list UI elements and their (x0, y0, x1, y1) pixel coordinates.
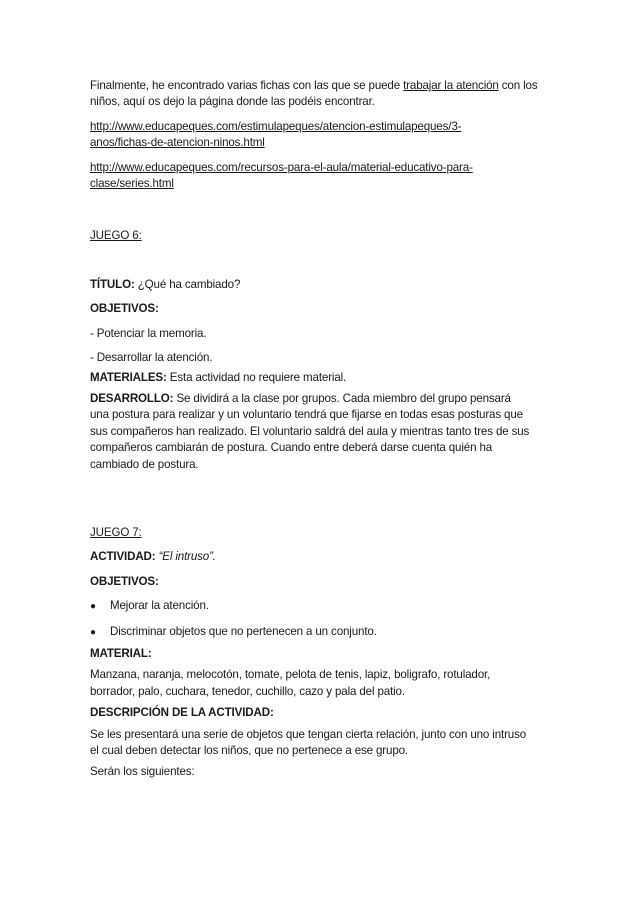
juego7-material-value: Manzana, naranja, melocotón, tomate, pelota de tenis, lapiz, boligrafo, rotulador, borrador, palo, cuchara, tenedor, cuchillo, cazo y pala del patio. (90, 668, 491, 698)
juego6-heading: JUEGO 6: (90, 229, 142, 243)
juego7-material-label: MATERIAL: (90, 646, 152, 660)
intro-link[interactable]: trabajar la atención (403, 79, 499, 92)
bullet-icon: ● (90, 601, 96, 613)
juego7-objetivos-label: OBJETIVOS: (90, 574, 159, 588)
intro-paragraph (90, 78, 545, 111)
intro-text-before: Finalmente, he encontrado varias fichas con las que se puede (90, 79, 404, 92)
link-fichas-atencion[interactable]: http://www.educapeques.com/estimulapeques/atencion-estimulapeques/3-anos/fichas-de-atencion-ninos.html (90, 119, 462, 150)
juego6-titulo (90, 277, 555, 293)
juego6-objetivos-label: OBJETIVOS: (90, 302, 159, 316)
juego7-actividad (90, 549, 555, 565)
juego6-materiales (90, 370, 555, 386)
juego7-objetivo-item: Discriminar objetos que no pertenecen a un conjunto. (110, 624, 377, 638)
desarrollo-label: DESARROLLO: (90, 391, 174, 405)
juego7-heading: JUEGO 7: (90, 525, 142, 539)
juego6-objetivo-item: - Potenciar la memoria. (90, 326, 207, 340)
intro-text-after: con los niños, aquí os dejo la página donde las podéis encontrar. (90, 79, 538, 109)
actividad-label: ACTIVIDAD: (90, 550, 156, 564)
bullet-icon: ● (90, 626, 96, 638)
juego7-objetivo-item: Mejorar la atención. (110, 599, 209, 613)
juego6-desarrollo (90, 391, 530, 473)
juego7-descripcion-label: DESCRIPCIÓN DE LA ACTIVIDAD: (90, 706, 274, 720)
list-item (90, 624, 555, 641)
desarrollo-value: Se dividirá a la clase por grupos. Cada miembro del grupo pensará una postura para realizar y un voluntario tendrá que fijarse en todas esas posturas que sus compañeros han realizado. El voluntario saldrá del aula y mientras tanto tres de sus compañeros cambiarán de postura. Cuando entre deberá darse cuenta quién ha cambiado de postura. (90, 391, 530, 471)
titulo-label: TÍTULO: (90, 277, 135, 291)
document-page (90, 78, 555, 781)
juego6-objetivo-item: - Desarrollar la atención. (90, 351, 213, 365)
materiales-value: Esta actividad no requiere material. (166, 371, 347, 385)
list-item (90, 598, 555, 615)
juego7-descripcion-value: Se les presentará una serie de objetos que tengan cierta relación, junto con uno intruso el cual deben detectar los niños, que no pertenece a ese grupo. (90, 727, 527, 757)
actividad-value: “El intruso”. (158, 550, 216, 564)
titulo-value: ¿Qué ha cambiado? (134, 277, 241, 291)
juego7-seran: Serán los siguientes: (90, 765, 195, 779)
materiales-label: MATERIALES: (90, 371, 167, 385)
link-series[interactable]: http://www.educapeques.com/recursos-para-el-aula/material-educativo-para-clase/series.html (90, 160, 473, 191)
